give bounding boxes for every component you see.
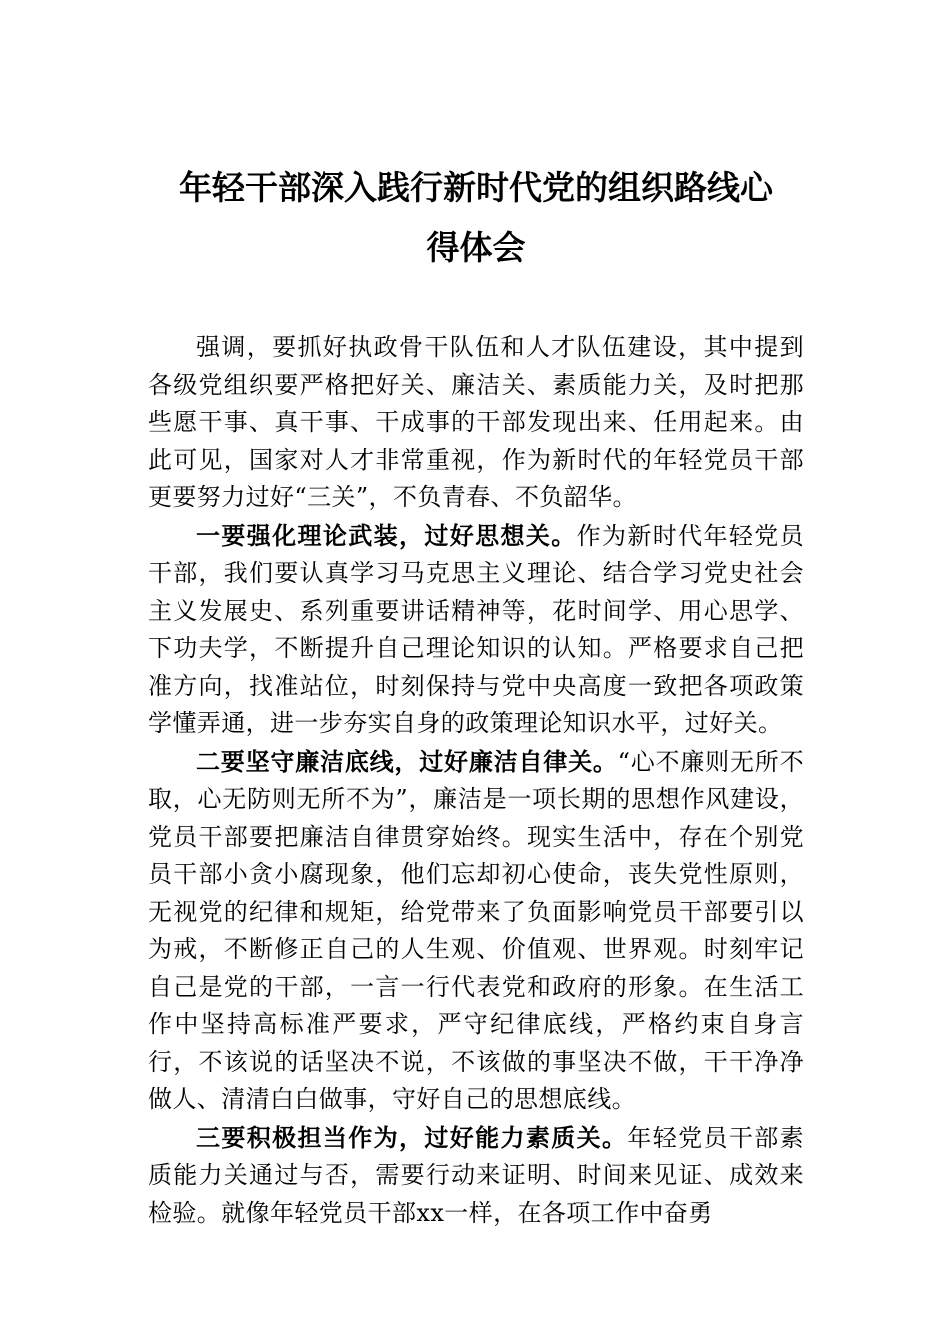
paragraph-lead: 二要坚守廉洁底线，过好廉洁自律关。 — [196, 746, 618, 776]
paragraph-lead: 三要积极担当作为，过好能力素质关。 — [196, 1122, 628, 1152]
title-line-2: 得体会 — [426, 228, 526, 267]
paragraph-lead: 一要强化理论武装，过好思想关。 — [196, 520, 577, 550]
paragraph-point-3 — [148, 1119, 804, 1233]
paragraph-point-1 — [148, 517, 804, 743]
paragraph-text: 作为新时代年轻党员干部，我们要认真学习马克思主义理论、结合学习党史社会主义发展史、系列重要讲话精神等，花时间学、用心思学、下功夫学，不断提升自己理论知识的认知。严格要求自己把准方向，找准站位，时刻保持与党中央高度一致把各项政策学懂弄通，进一步夯实自身的政策理论知识水平，过好关。 — [148, 521, 804, 737]
paragraph-intro — [148, 328, 804, 517]
document-body — [148, 328, 804, 1232]
paragraph-point-2 — [148, 743, 804, 1119]
paragraph-text: “心不廉则无所不取，心无防则无所不为”，廉洁是一项长期的思想作风建设，党员干部要把廉洁自律贯穿始终。现实生活中，存在个别党员干部小贪小腐现象，他们忘却初心使命，丧失党性原则，无视党的纪律和规矩，给党带来了负面影响党员干部要引以为戒，不断修正自己的人生观、价值观、世界观。时刻牢记自己是党的干部，一言一行代表党和政府的形象。在生活工作中坚持高标准严要求，严守纪律底线，严格约束自身言行，不该说的话坚决不说，不该做的事坚决不做，干干净净做人、清清白白做事，守好自己的思想底线。 — [148, 747, 804, 1113]
paragraph-text: 年轻党员干部素质能力关通过与否，需要行动来证明、时间来见证、成效来检验。就像年轻党员干部xx一样，在各项工作中奋勇 — [148, 1123, 804, 1227]
document-title — [148, 158, 804, 278]
paragraph-text: 强调，要抓好执政骨干队伍和人才队伍建设，其中提到各级党组织要严格把好关、廉洁关、素质能力关，及时把那些愿干事、真干事、干成事的干部发现出来、任用起来。由此可见，国家对人才非常重视，作为新时代的年轻党员干部更要努力过好“三关”，不负青春、不负韶华。 — [148, 333, 804, 511]
title-line-1: 年轻干部深入践行新时代党的组织路线心 — [179, 168, 773, 207]
